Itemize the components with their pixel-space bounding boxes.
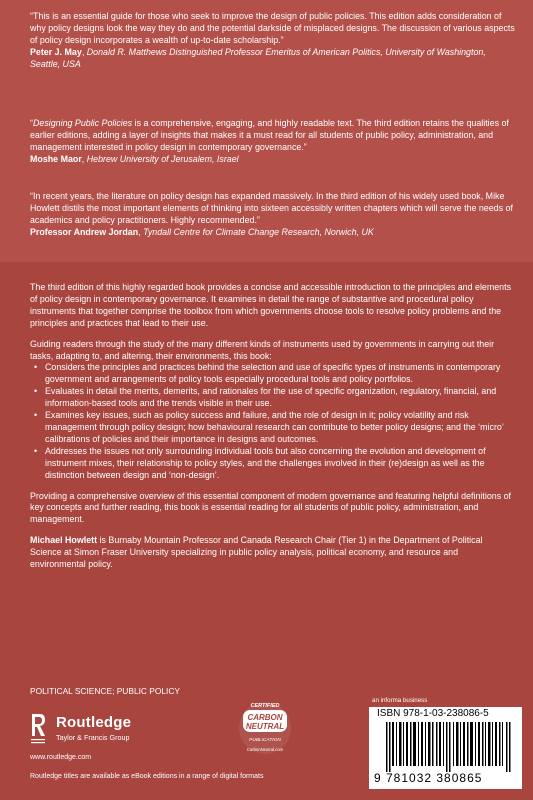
ebook-note: Routledge titles are available as eBook editions in a range of digital formats [30,773,264,780]
endorsement-quote [30,11,516,71]
endorsement-quote [30,191,516,239]
isbn-text: ISBN 978-1-03-238086-5 [377,708,489,719]
carbon-line1: CERTIFIED [250,703,280,709]
quote-attribution: Peter J. May, Donald R. Matthews Distinguished Professor Emeritus of American Politics, University of Washington, Seattle, USA [30,46,486,69]
quote-affiliation: Hebrew University of Jerusalem, Israel [86,153,239,164]
description-intro: The third edition of this highly regarded book provides a concise and accessible introduction to the principles and elements of policy design in contemporary governance. It examines in detail the range of substantive and procedural policy instruments that together comprise the toolbox from which governments choose tools to resolve policy problems and the principles and practices that lead to their use. [30,282,512,328]
quote-author: Moshe Maor [30,153,82,164]
description-closing: Providing a comprehensive overview of this essential component of modern governance and featuring helpful definitions of key concepts and further reading, this book is essential reading for all students of public policy, administration, and management. [30,490,512,525]
author-bio-text: is Burnaby Mountain Professor and Canada Research Chair (Tier 1) in the Department of Political Science at Simon Fraser University specializing in public policy analysis, political economy, and resource and environmental policy. [30,535,483,570]
quote-affiliation: Tyndall Centre for Climate Change Research, Norwich, UK [143,226,374,237]
publisher-url: www.routledge.com [30,754,92,761]
quote-author: Professor Andrew Jordan [30,226,139,237]
carbon-line3: NEUTRAL [245,722,285,731]
quote-attribution: Professor Andrew Jordan, Tyndall Centre for Climate Change Research, Norwich, UK [30,226,374,237]
author-name: Michael Howlett [30,535,98,546]
quote-attribution: Moshe Maor, Hebrew University of Jerusalem, Israel [30,153,239,164]
publisher-name: Routledge [56,714,132,731]
book-description [30,282,514,571]
quote-text: “In recent years, the literature on policy design has expanded massively. In the third edition of his widely used book, Mike Howlett distils the most important elements of thinking into sixteen accessibly written chapters which will serve the needs of academics and policy practitioners. Highly recommended.” [30,191,513,225]
quote-text [30,118,516,154]
description-lead: Guiding readers through the study of the many different kinds of instruments used by governments in carrying out their tasks, adapting to, and altering, their environments, this book: [30,338,495,361]
quote-book-title: Designing Public Policies [32,118,133,128]
barcode-number: 9 781032 380865 [374,771,483,785]
barcode-icon [386,722,512,772]
quote-affiliation: Donald R. Matthews Distinguished Professor Emeritus of American Politics, University of Washington, Seattle, USA [30,46,486,69]
routledge-r-icon [30,712,46,746]
isbn-barcode [369,707,522,789]
carbon-line4: PUBLICATION [249,738,281,743]
routledge-logo [30,712,180,752]
quote-body: is a comprehensive, engaging, and highly readable text. The third edition retains the qualities of earlier editions, adding a layer of insights that makes it a must read for all students of public policy, administration, and management interested in policy design in contemporary governance.” [30,118,509,152]
author-bio [30,535,514,571]
publisher-group: Taylor & Francis Group [56,733,130,742]
informa-tagline: an informa business [372,697,428,704]
carbon-url: CarbonNeutral.com [246,747,284,752]
subject-category: POLITICAL SCIENCE; PUBLIC POLICY [30,686,181,696]
quote-open-mark: “ [30,118,33,128]
feature-list-item: • Evaluates in detail the merits, demerits, and rationales for the use of specific organization, regulatory, financial, and information-based tools and the trends visible in their use. [30,386,514,410]
feature-list [30,362,514,481]
quote-author: Peter J. May [30,46,82,57]
carbon-neutral-badge-icon [234,697,296,761]
quote-text: “This is an essential guide for those who seek to improve the design of public policies. This edition adds consideration of why policy designs look the way they do and the potential darkside of misplaced designs. The discussion of various aspects of policy design incorporates a wealth of up-to-date scholarship.” [30,11,515,45]
endorsement-quote [30,118,516,166]
feature-list-item: • Considers the principles and practices behind the selection and use of specific types of instruments in contemporary government and arrangements of policy tools especially procedural tools and policy portfolios. [30,362,514,386]
feature-list-item: • Examines key issues, such as policy success and failure, and the role of design in it; policy volatility and risk management through policy design; how behavioural research can contribute to better policy designs; and the ‘micro’ calibrations of policies and their importance in designs and outcomes. [30,410,514,446]
feature-list-item: • Addresses the issues not only surrounding individual tools but also concerning the evolution and development of instrument mixes, their relationship to policy styles, and the challenges involved in their (re)design as well as the distinction between design and ‘non-design’. [30,446,514,482]
carbon-line2: CARBON [247,713,283,722]
